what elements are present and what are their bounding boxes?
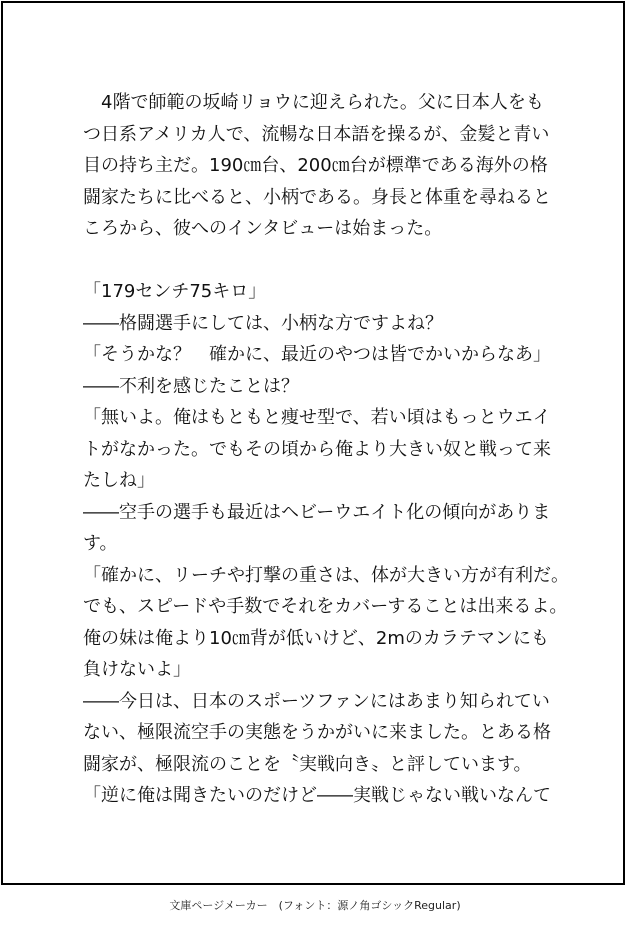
text-line: トがなかった。でもその頃から俺より大きい奴と戦って来 — [83, 438, 551, 460]
text-line: 「無いよ。俺はもともと痩せ型で、若い頃はもっとウエイ — [83, 407, 551, 428]
text-line: 「そうかな？ 確かに、最近のやつは皆でかいからなあ」 — [83, 344, 551, 365]
text-line: ――今日は、日本のスポーツファンにはあまり知られてい — [83, 690, 550, 712]
text-line: ――不利を感じたことは？ — [83, 375, 299, 397]
text-line: ――格闘選手にしては、小柄な方ですよね？ — [83, 312, 443, 334]
text-line: 「逆に俺は聞きたいのだけど――実戦じゃない戦いなんて — [83, 785, 551, 806]
text-line: ない、極限流空手の実態をうかがいに来ました。とある格 — [83, 722, 551, 743]
text-line: ころから、彼へのインタビューは始まった。 — [83, 218, 443, 239]
page-frame — [1, 1, 625, 885]
footer-caption: 文庫ページメーカー (フォント：源ノ角ゴシックRegular) — [169, 899, 461, 912]
text-line: 「179センチ75キロ」 — [83, 281, 267, 302]
text-line: つ日系アメリカ人で、流暢な日本語を操るが、金髪と青い — [83, 123, 550, 145]
text-body — [83, 87, 569, 812]
text-line: 目の持ち主だ。190㎝台、200㎝台が標準である海外の格 — [83, 155, 548, 176]
text-line: でも、スピードや手数でそれをカバーすることは出来るよ。 — [83, 596, 568, 617]
text-line: 闘家たちに比べると、小柄である。身長と体重を尋ねると — [83, 186, 551, 208]
blank-line — [83, 245, 563, 277]
text-line: 4階で師範の坂崎リョウに迎えられた。父に日本人をも — [83, 92, 544, 113]
text-line: 負けないよ」 — [83, 659, 191, 680]
text-line: 闘家が、極限流のことを〝実戦向き〟と評しています。 — [83, 753, 532, 775]
text-line: す。 — [83, 533, 118, 554]
text-line: 「確かに、リーチや打撃の重さは、体が大きい方が有利だ。 — [83, 564, 569, 586]
text-line: 俺の妹は俺より10㎝背が低いけど、2mのカラテマンにも — [83, 627, 549, 649]
text-line: たしね」 — [83, 470, 155, 491]
text-line: ――空手の選手も最近はヘビーウエイト化の傾向がありま — [83, 501, 551, 523]
